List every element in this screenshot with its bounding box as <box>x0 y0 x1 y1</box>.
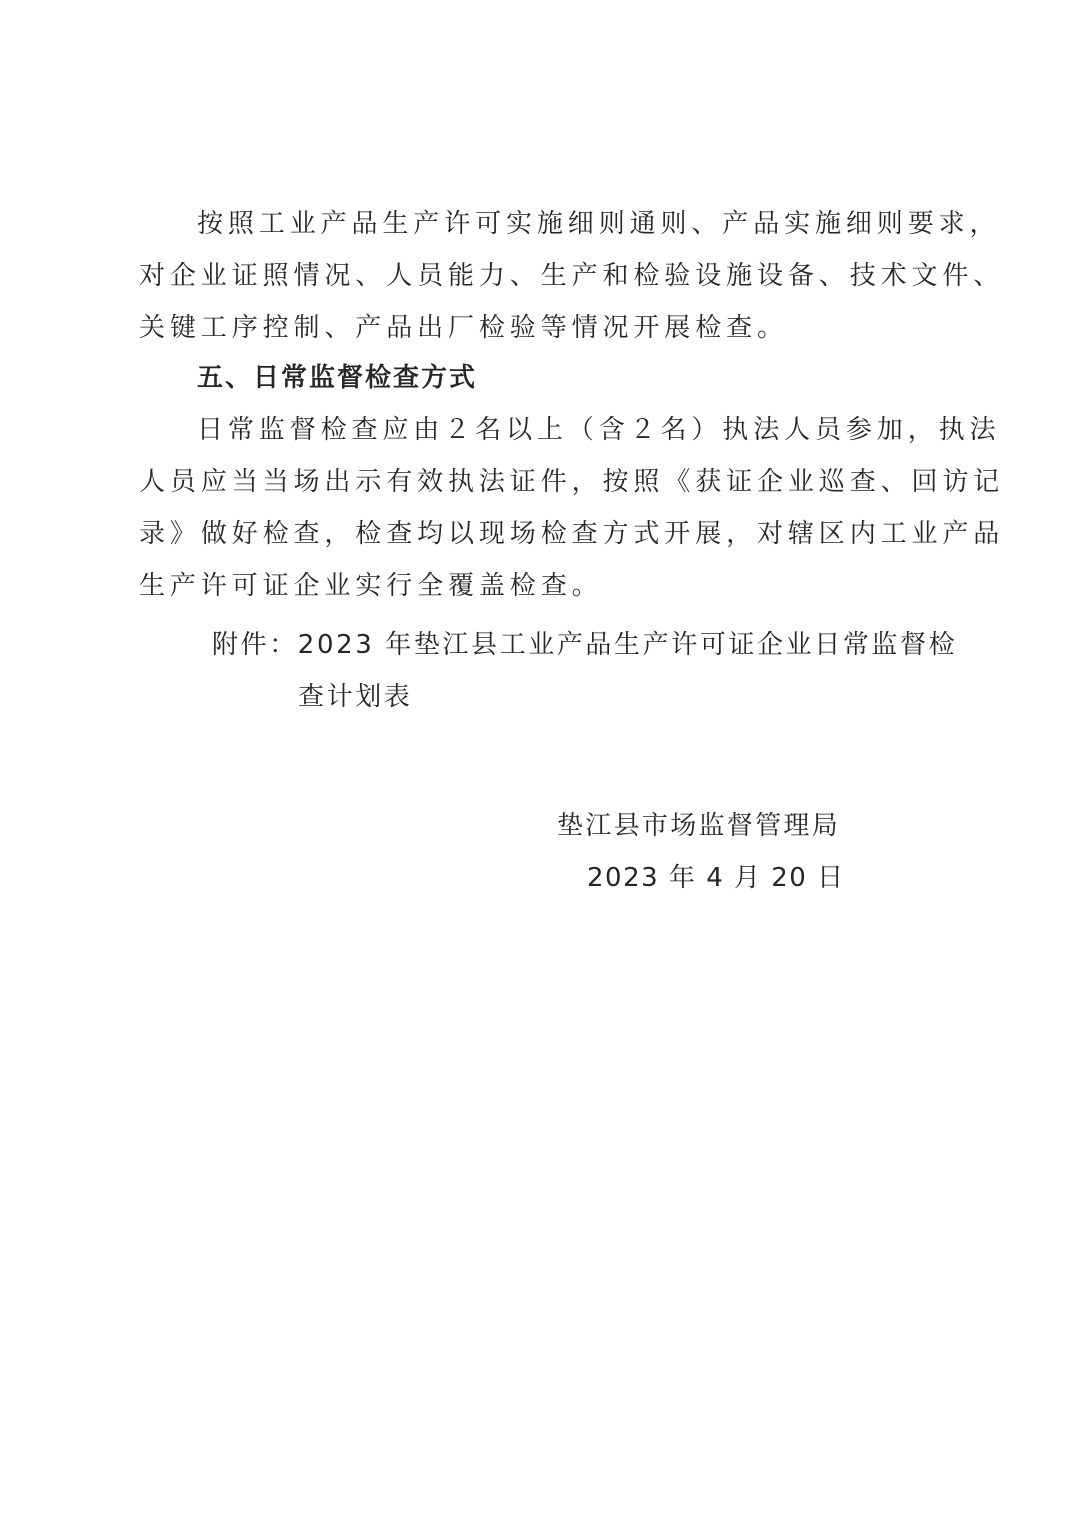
paragraph-inspection-content <box>139 198 1005 354</box>
issuing-organization: 垫江县市场监督管理局 <box>557 811 841 841</box>
section-heading: 五、日常监督检查方式 <box>197 363 478 393</box>
paragraph-line: 日常监督检查应由２名以上（含２名）执法人员参加，执法 <box>197 415 1001 445</box>
attachment-line: 查计划表 <box>298 682 413 712</box>
attachment-line: 附件：2023 年垫江县工业产品生产许可证企业日常监督检 <box>212 630 958 660</box>
issue-date: 2023 年 4 月 20 日 <box>587 863 845 893</box>
paragraph-line: 生产许可证企业实行全覆盖检查。 <box>139 571 603 601</box>
section-inspection-method <box>139 352 1005 612</box>
paragraph-line: 人员应当当场出示有效执法证件，按照《获证企业巡查、回访记 <box>139 467 1005 497</box>
attachment-note <box>212 619 958 723</box>
paragraph-line: 录》做好检查，检查均以现场检查方式开展，对辖区内工业产品 <box>139 519 1005 549</box>
paragraph-line: 按照工业产品生产许可实施细则通则、产品实施细则要求， <box>197 209 1001 239</box>
paragraph-line: 关键工序控制、产品出厂检验等情况开展检查。 <box>139 313 788 343</box>
paragraph-line: 对企业证照情况、人员能力、生产和检验设施设备、技术文件、 <box>139 261 1005 291</box>
signature-block <box>557 800 877 904</box>
